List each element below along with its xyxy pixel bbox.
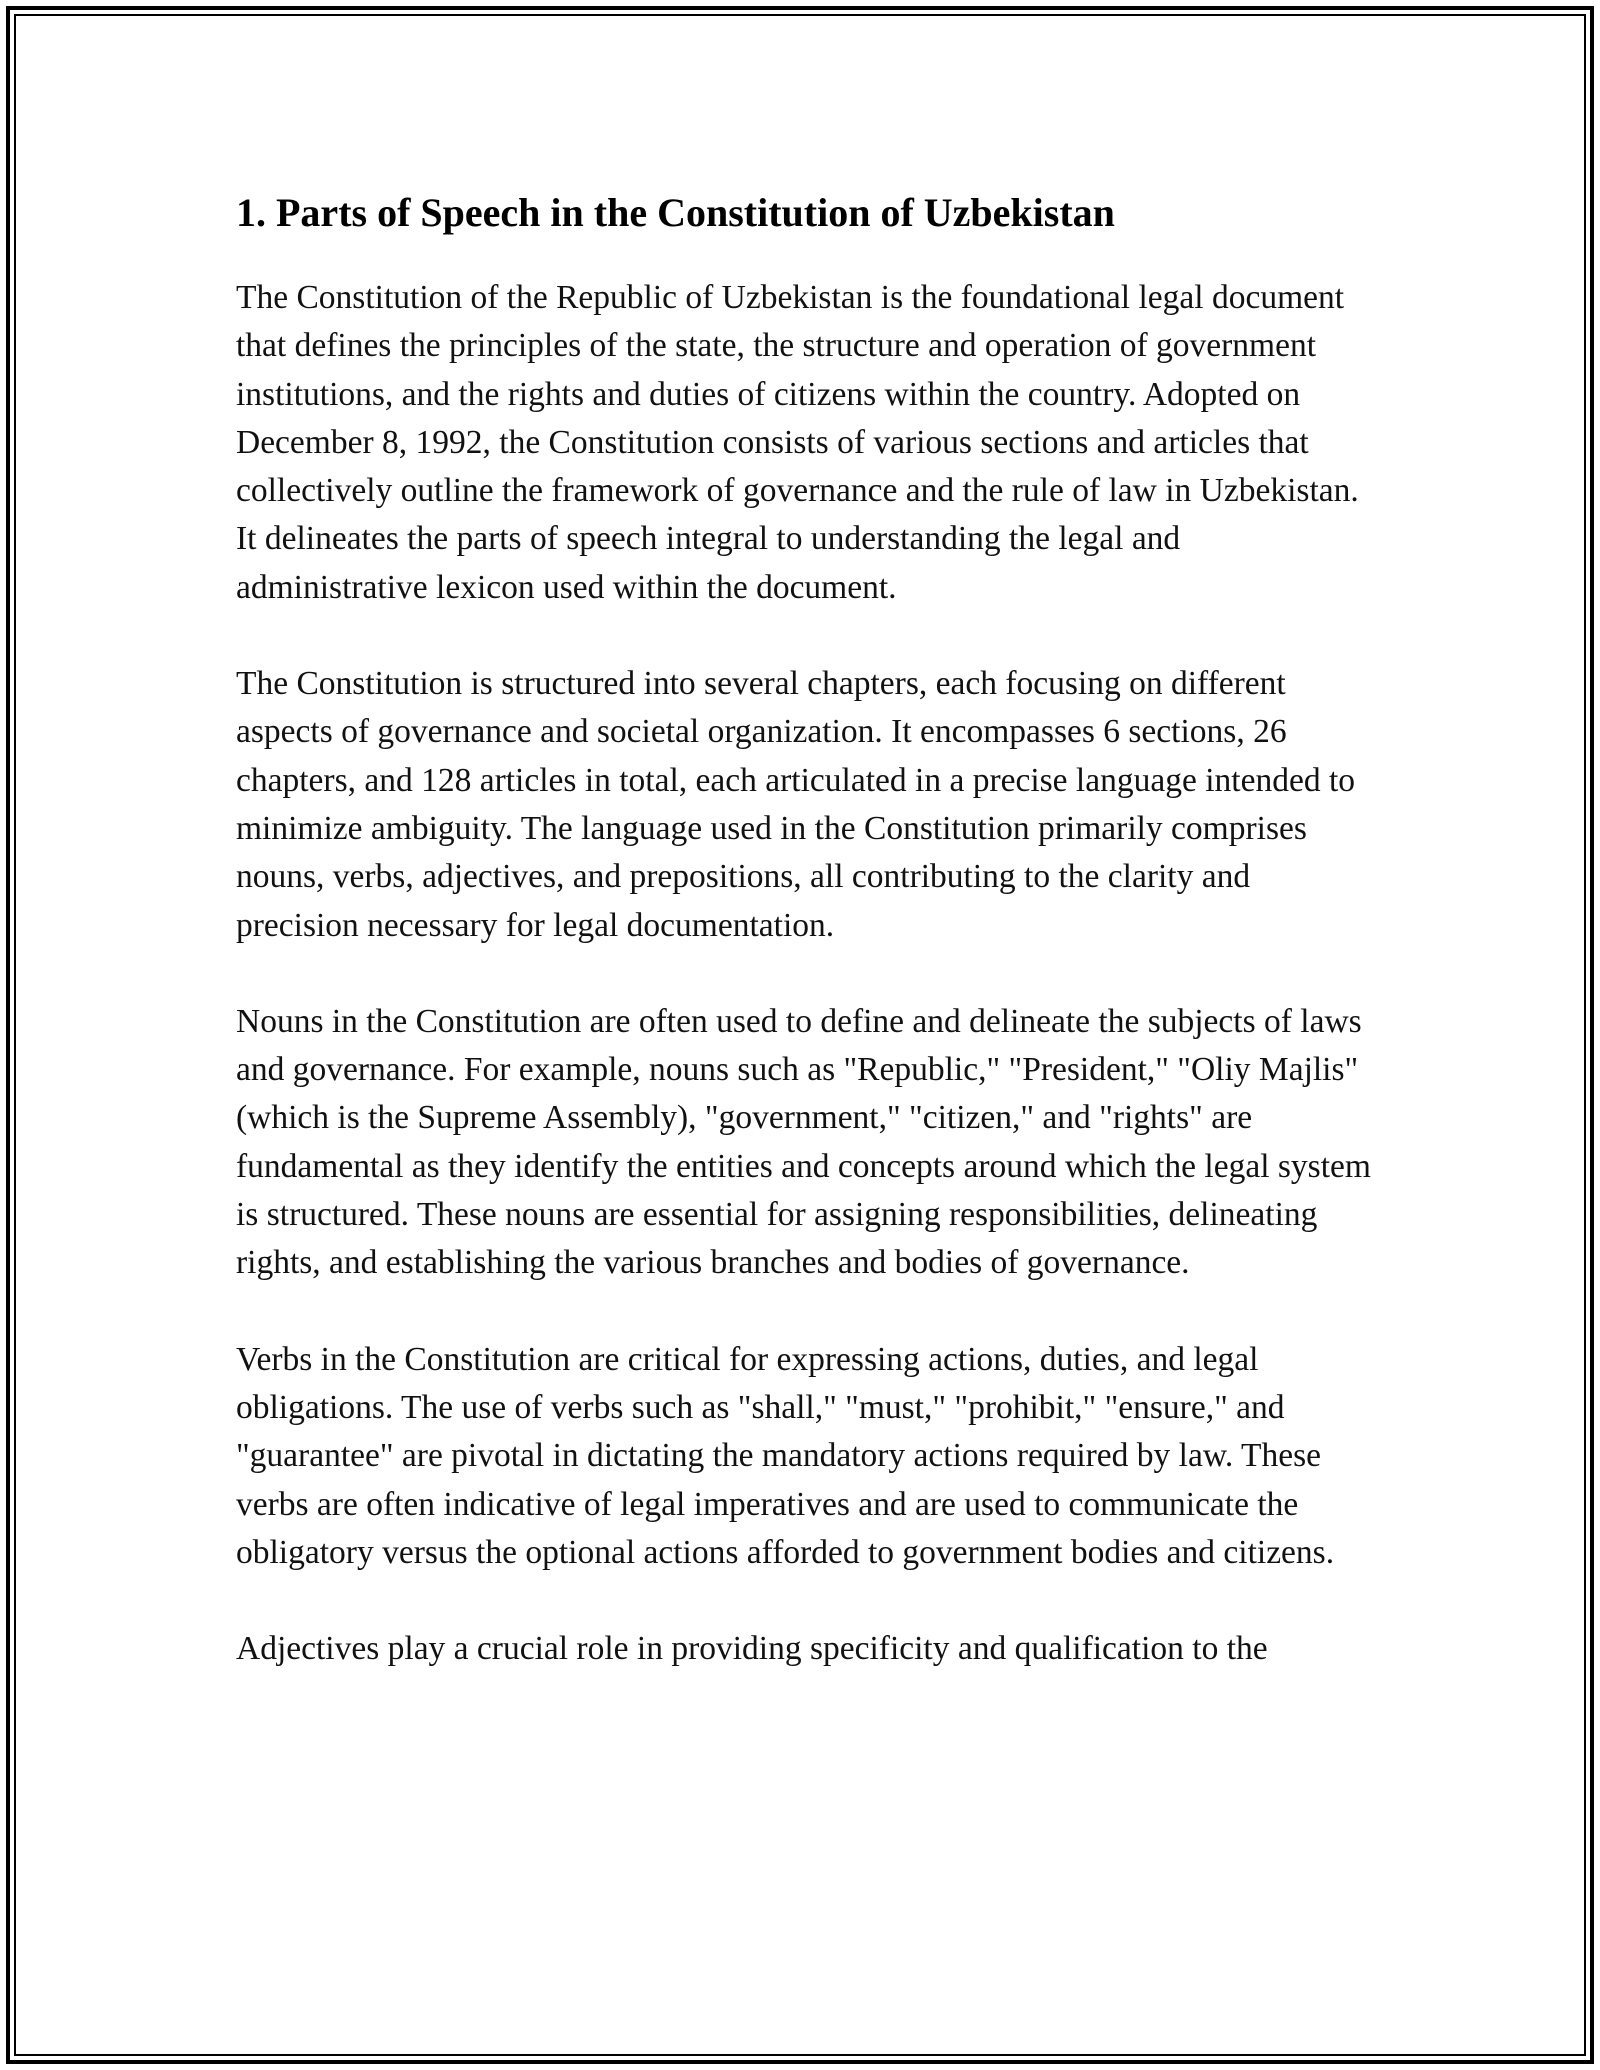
document-body <box>236 186 1374 1721</box>
paragraph-adjectives: Adjectives play a crucial role in providing specificity and qualification to the <box>236 1630 1268 1668</box>
paragraph-introduction: The Constitution of the Republic of Uzbekistan is the foundational legal document that defines the principles of the state, the structure and operation of government institutions, and the rights and duties of citizens within the country. Adopted on December 8, 1992, the Constitution consists of various sections and articles that collectively outline the framework of governance and the rule of law in Uzbekistan. It delineates the parts of speech integral to understanding the legal and administrative lexicon used within the document. <box>236 279 1359 606</box>
section-heading: 1. Parts of Speech in the Constitution of Uzbekistan <box>236 190 1115 235</box>
paragraph-nouns: Nouns in the Constitution are often used to define and delineate the subjects of laws and governance. For example, nouns such as "Republic," "President," "Oliy Majlis" (which is the Supreme Assembly), "government," "citizen," and "rights" are fundamental as they identify the entities and concepts around which the legal system is structured. These nouns are essential for assigning responsibilities, delineating rights, and establishing the various branches and bodies of governance. <box>236 1002 1371 1282</box>
paragraph-verbs: Verbs in the Constitution are critical for expressing actions, duties, and legal obligations. The use of verbs such as "shall," "must," "prohibit," "ensure," and "guarantee" are pivotal in dictating the mandatory actions required by law. These verbs are often indicative of legal imperatives and are used to communicate the obligatory versus the optional actions afforded to government bodies and citizens. <box>236 1340 1335 1571</box>
paragraph-structure: The Constitution is structured into several chapters, each focusing on different aspects of governance and societal organization. It encompasses 6 sections, 26 chapters, and 128 articles in total, each articulated in a precise language intended to minimize ambiguity. The language used in the Constitution primarily comprises nouns, verbs, adjectives, and prepositions, all contributing to the clarity and precision necessary for legal documentation. <box>236 665 1355 944</box>
